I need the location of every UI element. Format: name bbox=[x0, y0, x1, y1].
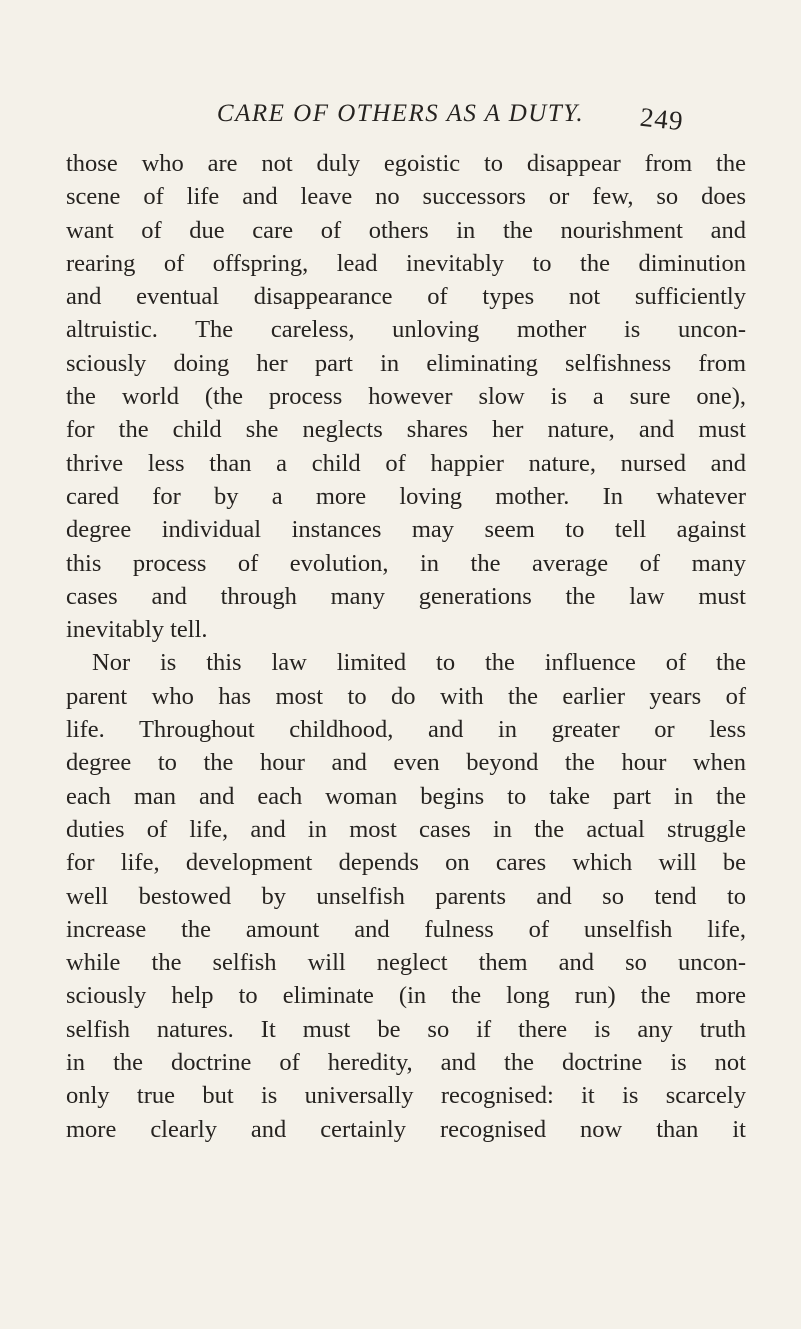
text-line: and eventual disappearance of types not sufficiently bbox=[66, 283, 746, 311]
text-line: rearing of offspring, lead inevitably to the diminution bbox=[66, 249, 746, 277]
text-line: inevitably tell. bbox=[66, 616, 208, 644]
text-line: well bestowed by unselfish parents and so tend to bbox=[66, 882, 746, 910]
text-line: in the doctrine of heredity, and the doctrine is not bbox=[66, 1049, 746, 1077]
text-line: altruistic. The careless, unloving mother is uncon- bbox=[66, 316, 746, 344]
text-line: sciously doing her part in eliminating selfishness from bbox=[66, 349, 746, 377]
text-line: for life, development depends on cares which will be bbox=[66, 849, 746, 877]
text-line: increase the amount and fulness of unselfish life, bbox=[66, 915, 746, 943]
text-line: cases and through many generations the law must bbox=[66, 582, 746, 610]
page-header bbox=[0, 96, 801, 136]
text-line: more clearly and certainly recognised now than it bbox=[66, 1115, 746, 1143]
text-line: the world (the process however slow is a sure one), bbox=[66, 383, 746, 411]
text-line: only true but is universally recognised: it is scarcely bbox=[66, 1082, 746, 1110]
running-head: CARE OF OTHERS AS A DUTY. bbox=[216, 100, 585, 127]
text-line: selfish natures. It must be so if there is any truth bbox=[66, 1015, 746, 1043]
text-line: degree to the hour and even beyond the hour when bbox=[66, 749, 746, 777]
text-line: sciously help to eliminate (in the long run) the more bbox=[66, 982, 746, 1010]
text-line: Nor is this law limited to the influence of the bbox=[92, 649, 746, 677]
text-line: this process of evolution, in the average of many bbox=[66, 549, 746, 577]
text-line: degree individual instances may seem to tell against bbox=[66, 516, 746, 544]
text-line: scene of life and leave no successors or few, so does bbox=[66, 183, 746, 211]
text-line: those who are not duly egoistic to disappear from the bbox=[66, 150, 746, 177]
text-line: want of due care of others in the nourishment and bbox=[66, 216, 746, 244]
text-line: each man and each woman begins to take part in the bbox=[66, 782, 746, 810]
text-line: life. Throughout childhood, and in greater or less bbox=[66, 716, 746, 744]
text-line: for the child she neglects shares her nature, and must bbox=[66, 416, 746, 444]
text-line: cared for by a more loving mother. In whatever bbox=[66, 482, 746, 510]
text-line: parent who has most to do with the earlier years of bbox=[66, 682, 746, 710]
text-line: while the selfish will neglect them and so uncon- bbox=[66, 949, 746, 977]
text-line: thrive less than a child of happier nature, nursed and bbox=[66, 449, 746, 477]
page-number: 249 bbox=[638, 101, 686, 137]
text-line: duties of life, and in most cases in the actual struggle bbox=[66, 815, 746, 843]
body-text bbox=[66, 147, 746, 1146]
